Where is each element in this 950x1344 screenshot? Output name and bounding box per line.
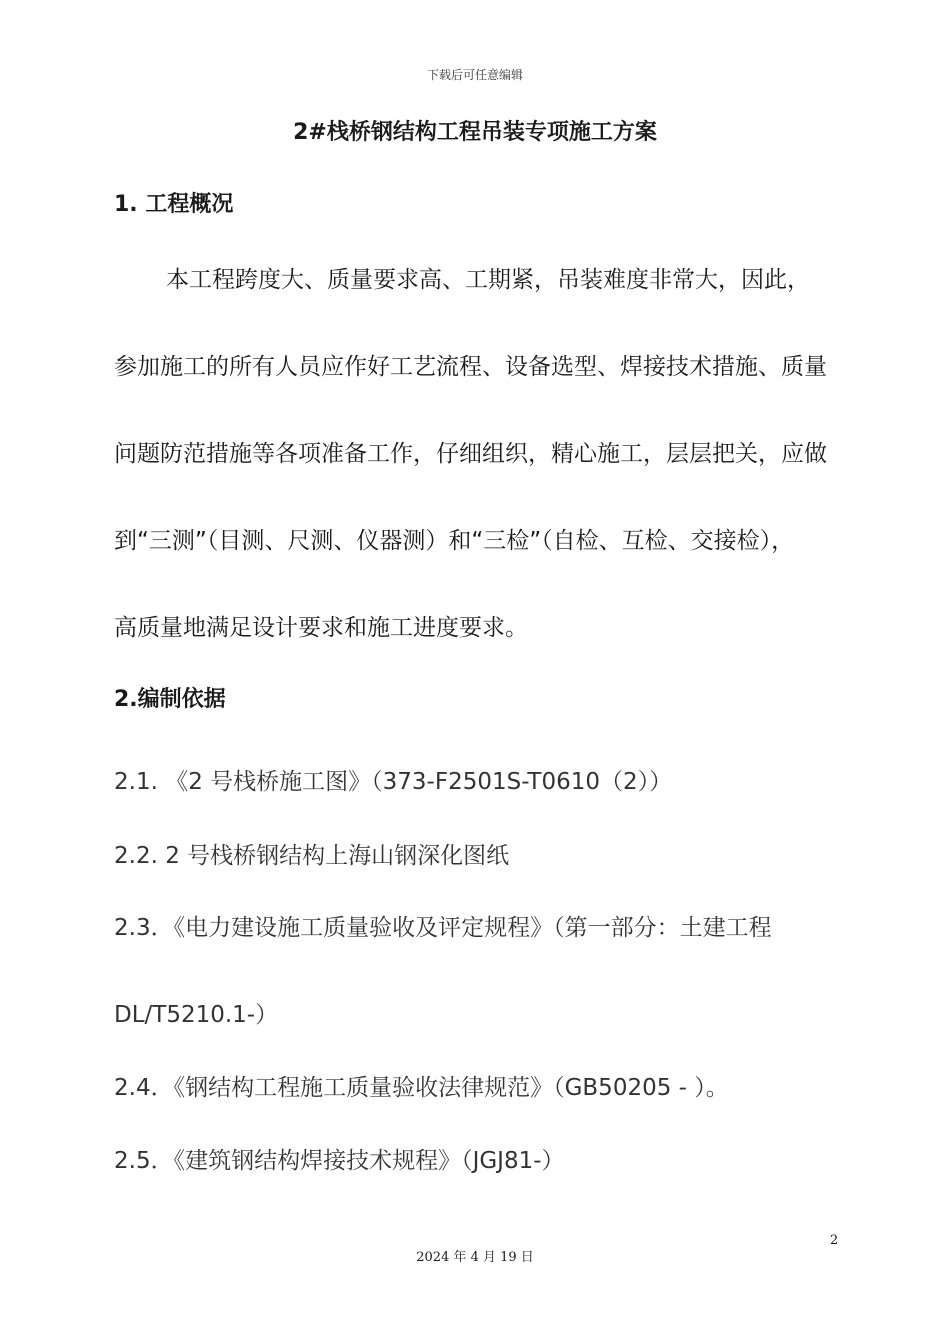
section-2-heading: 2.编制依据	[114, 687, 226, 712]
reference-item: 2.4．《钢结构工程施工质量验收法律规范》（GB50205 - ）。	[114, 1075, 729, 1101]
paragraph-line: 本工程跨度大、质量要求高、工期紧，吊装难度非常大，因此，	[166, 267, 810, 293]
paragraph-line: 问题防范措施等各项准备工作，仔细组织，精心施工，层层把关，应做	[114, 441, 827, 467]
paragraph-line: 高质量地满足设计要求和施工进度要求。	[114, 615, 528, 641]
reference-item-continued: DL/T5210.1-）	[114, 1002, 279, 1028]
footer-date: 2024 年 4 月 19 日	[416, 1250, 534, 1265]
section-1-heading: 1. 工程概况	[114, 192, 234, 217]
reference-item: 2.3．《电力建设施工质量验收及评定规程》（第一部分：土建工程	[114, 915, 772, 941]
document-title: 2#栈桥钢结构工程吊装专项施工方案	[293, 120, 657, 145]
reference-item: 2.1. 《2 号栈桥施工图》（373-F2501S-T0610（2））	[114, 769, 673, 795]
paragraph-line: 到“三测”（目测、尺测、仪器测）和“三检”（自检、互检、交接检），	[114, 528, 795, 554]
header-note: 下载后可任意编辑	[426, 68, 523, 82]
reference-item: 2.5．《建筑钢结构焊接技术规程》（JGJ81-）	[114, 1148, 565, 1174]
page-number: 2	[830, 1233, 839, 1248]
reference-item: 2.2. 2 号栈桥钢结构上海山钢深化图纸	[114, 843, 510, 869]
paragraph-line: 参加施工的所有人员应作好工艺流程、设备选型、焊接技术措施、质量	[114, 354, 827, 380]
